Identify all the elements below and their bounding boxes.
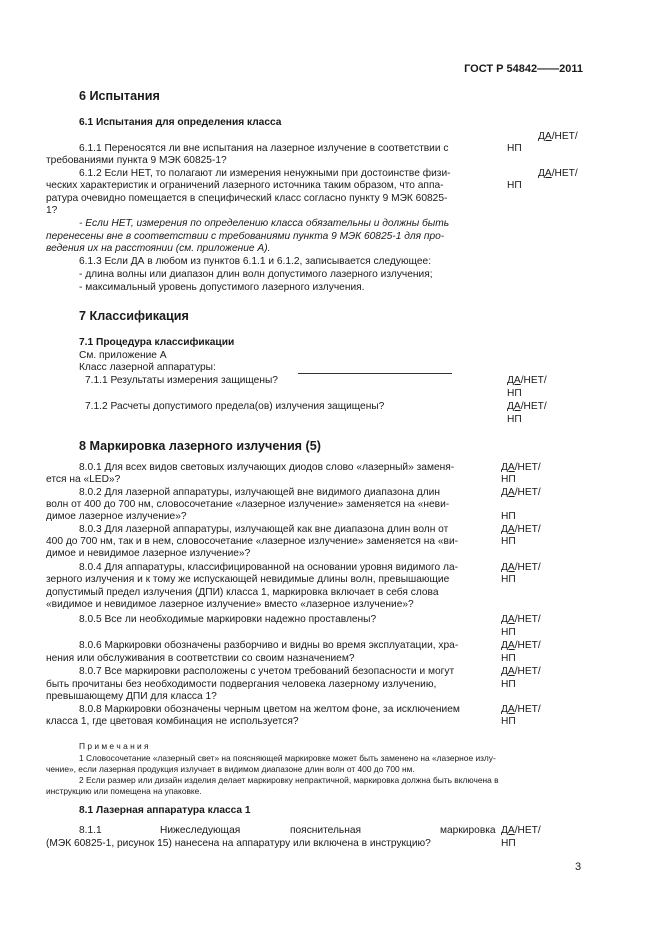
option-np: НП [507,143,522,154]
option-np: НП [501,679,516,690]
item-6-1-2-line4: 1? [46,205,58,216]
option-da-net [538,168,578,180]
note-italic-line2: перенесены вне в соответствии с требованиями пункта 9 МЭК 60825-1 для про- [46,231,445,242]
section-6-title: 6 Испытания [79,89,160,103]
option-da: ДА [501,640,515,651]
note-2-line2: инструкцию или помещена на упаковке. [46,786,202,796]
section-7-title: 7 Классификация [79,309,189,323]
option-da-net [507,375,547,387]
option-da-net [501,640,541,652]
option-np: НП [501,627,516,638]
option-da: ДА [501,524,515,535]
note-italic-line1: - Если НЕТ, измерения по определению класса обязательны и должны быть [79,218,450,229]
item-8-1-1-word1: 8.1.1 [79,825,102,836]
note-italic-line3: ведения их на расстоянии (см. приложение А). [46,243,271,254]
item-8-0-7-line2: быть прочитаны без необходимости подвергания человека лазерному излучению, [46,679,437,690]
class-label: Класс лазерной аппаратуры: [79,362,216,373]
item-8-0-2-line3: димое лазерное излучение»? [46,511,187,522]
option-da-net [501,614,541,626]
option-np: НП [501,474,516,485]
option-np: НП [501,511,516,522]
option-net: /НЕТ/ [514,462,541,473]
item-8-0-7-line1: 8.0.7 Все маркировки расположены с учетом требований безопасности и могут [79,666,455,677]
option-da: ДА [538,131,552,142]
option-net: /НЕТ/ [514,666,541,677]
item-8-0-8-line2: класса 1, где цветовая комбинация не используется? [46,716,299,727]
item-8-0-6-line2: нения или обслуживания в соответствии со своим назначением? [46,653,355,664]
option-net: /НЕТ/ [514,524,541,535]
item-8-0-8-line1: 8.0.8 Маркировки обозначены черным цветом на желтом фоне, за исключением [79,704,460,715]
option-net: /НЕТ/ [514,640,541,651]
option-da-net [501,666,541,678]
option-da: ДА [501,487,515,498]
option-np: НП [501,838,516,849]
option-da: ДА [538,168,552,179]
option-da: ДА [507,375,521,386]
item-8-1-1-word3: пояснительная [290,825,362,836]
option-da: ДА [501,825,515,836]
item-7-1-2: 7.1.2 Расчеты допустимого предела(ов) излучения защищены? [85,401,385,412]
option-net: /НЕТ/ [514,562,541,573]
note-1-line1: 1 Словосочетание «лазерный свет» на поясняющей маркировке может быть заменено на «лазерное излу- [79,753,496,763]
option-da: ДА [501,666,515,677]
item-8-0-3-line2: 400 до 700 нм, так и в нем, словосочетание «лазерное излучение» заменяется на «ви- [46,536,459,547]
option-np: НП [507,388,522,399]
item-6-1-3-line2: - длина волны или диапазон длин волн допустимого лазерного излучения; [79,269,433,280]
item-8-0-1-line1: 8.0.1 Для всех видов световых излучающих диодов слово «лазерный» заменя- [79,462,455,473]
option-net: /НЕТ/ [551,168,578,179]
appendix-ref: См. приложение А [79,350,167,361]
item-8-0-4-line1: 8.0.4 Для аппаратуры, классифицированной на основании уровня видимого ла- [79,562,459,573]
option-da: ДА [501,704,515,715]
item-8-0-3-line3: димое и невидимое лазерное излучение»? [46,548,251,559]
item-8-0-1-line2: ется на «LED»? [46,474,121,485]
item-8-0-7-line3: превышающему ДПИ для класса 1? [46,691,217,702]
item-7-1-1: 7.1.1 Результаты измерения защищены? [85,375,278,386]
option-np: НП [501,653,516,664]
subsection-7-1-title: 7.1 Процедура классификации [79,337,235,348]
item-8-1-1-word4: маркировка [440,825,496,836]
item-6-1-3-line1: 6.1.3 Если ДА в любом из пунктов 6.1.1 и 6.1.2, записывается следующее: [79,256,432,267]
option-da: ДА [507,401,521,412]
option-net: /НЕТ/ [551,131,578,142]
option-da: ДА [501,562,515,573]
item-6-1-2-line2: ческих характеристик и ограничений лазерного источника таким образом, что аппа- [46,180,444,191]
option-da-net [501,487,541,499]
subsection-6-1-title: 6.1 Испытания для определения класса [79,117,282,128]
option-da-net [501,524,541,536]
item-8-0-5: 8.0.5 Все ли необходимые маркировки надежно проставлены? [79,614,377,625]
item-8-0-6-line1: 8.0.6 Маркировки обозначены разборчиво и видны во время эксплуатации, хра- [79,640,459,651]
item-6-1-2-line1: 6.1.2 Если НЕТ, то полагают ли измерения ненужными при достоинстве физи- [79,168,451,179]
item-8-0-2-line1: 8.0.2 Для лазерной аппаратуры, излучающей вне видимого диапазона длин [79,487,440,498]
item-8-0-4-line4: «видимое и невидимое лазерное излучение» вместо «лазерное излучение»? [46,599,414,610]
note-1-line2: чение», если лазерная продукция излучает в видимом диапазоне длин волн от 400 до 700 нм. [46,764,415,774]
option-net: /НЕТ/ [520,375,547,386]
item-8-0-3-line1: 8.0.3 Для лазерной аппаратуры, излучающей как вне диапазона длин волн от [79,524,449,535]
note-2-line1: 2 Если размер или дизайн изделия делает маркировку непрактичной, маркировка должна быть включена в [79,775,499,785]
item-6-1-1-line2: требованиями пункта 9 МЭК 60825-1? [46,155,227,166]
option-net: /НЕТ/ [514,704,541,715]
section-8-title: 8 Маркировка лазерного излучения (5) [79,439,321,453]
item-8-0-2-line2: волн от 400 до 700 нм, словосочетание «лазерное излучение» заменяется на «неви- [46,499,450,510]
item-8-0-4-line2: зерного излучения и к тому же испускающей невидимые длины волн, превышающие [46,574,450,585]
option-np: НП [507,414,522,425]
option-da-net [501,462,541,474]
notes-title: П р и м е ч а н и я [79,741,149,751]
option-net: /НЕТ/ [514,487,541,498]
option-net: /НЕТ/ [520,401,547,412]
option-np: НП [501,716,516,727]
option-da-net [501,704,541,716]
item-6-1-1-line1: 6.1.1 Переносятся ли вне испытания на лазерное излучение в соответствии с [79,143,449,154]
item-8-0-4-line3: допустимый предел излучения (ДПИ) класса 1, маркировка включает в себя слова [46,587,439,598]
option-net: /НЕТ/ [514,825,541,836]
option-da: ДА [501,462,515,473]
option-np: НП [501,536,516,547]
document-code: ГОСТ Р 54842——2011 [464,63,583,75]
page-number: 3 [575,861,582,873]
option-da-net [501,562,541,574]
option-da-net [501,825,541,837]
item-6-1-3-line3: - максимальный уровень допустимого лазерного излучения. [79,282,365,293]
option-da-net-np [538,131,578,143]
option-np: НП [501,574,516,585]
option-da-net [507,401,547,413]
item-6-1-2-line3: ратура очевидно помещается в специфический класс согласно пункту 9 МЭК 60825- [46,193,448,204]
class-blank-line [298,373,452,374]
subsection-8-1-title: 8.1 Лазерная аппаратура класса 1 [79,805,251,816]
option-np: НП [507,180,522,191]
option-da: ДА [501,614,515,625]
item-8-1-1-line2: (МЭК 60825-1, рисунок 15) нанесена на аппаратуру или включена в инструкцию? [46,838,431,849]
option-net: /НЕТ/ [514,614,541,625]
item-8-1-1-word2: Нижеследующая [160,825,241,836]
